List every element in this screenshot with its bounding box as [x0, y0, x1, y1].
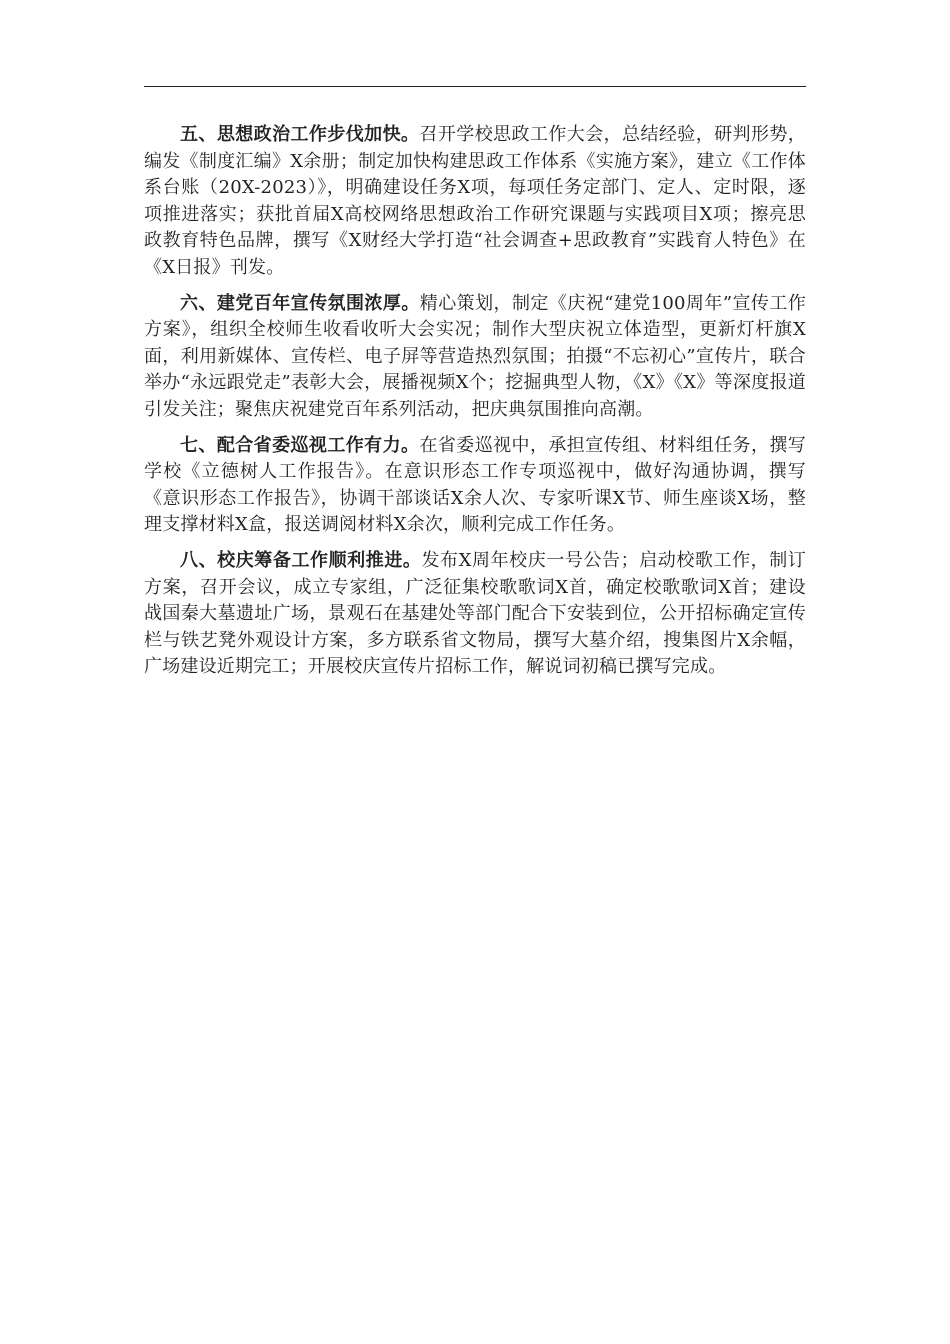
paragraph-5: [144, 122, 806, 282]
paragraph-8-heading: 八、校庆筹备工作顺利推进。: [180, 549, 422, 571]
document-body: [144, 122, 806, 690]
paragraph-6-heading: 六、建党百年宣传氛围浓厚。: [180, 292, 420, 314]
paragraph-5-heading: 五、思想政治工作步伐加快。: [180, 124, 420, 145]
paragraph-6-text: 精心策划，制定《庆祝“建党100周年”宣传工作方案》，组织全校师生收看收听大会实况；制作大型庆祝立体造型，更新灯杆旗X面，利用新媒体、宣传栏、电子屏等营造热烈氛围；拍摄“不忘初心”宣传片，联合举办“永远跟党走”表彰大会，展播视频X个；挖掘典型人物，《X》《X》等深度报道引发关注；聚焦庆祝建党百年系列活动，把庆典氛围推向高潮。: [144, 292, 806, 420]
paragraph-7: [144, 433, 806, 539]
paragraph-8-text: 发布X周年校庆一号公告；启动校歌工作，制订方案，召开会议，成立专家组，广泛征集校歌歌词X首，确定校歌歌词X首；建设战国秦大墓遗址广场，景观石在基建处等部门配合下安装到位，公开招标确定宣传栏与铁艺凳外观设计方案，多方联系省文物局，撰写大墓介绍，搜集图片X余幅，广场建设近期完工；开展校庆宣传片招标工作，解说词初稿已撰写完成。: [144, 549, 806, 678]
paragraph-6: [144, 291, 806, 424]
paragraph-5-text: 召开学校思政工作大会，总结经验，研判形势，编发《制度汇编》X余册；制定加快构建思政工作体系《实施方案》，建立《工作体系台账（20X-2023）》，明确建设任务X项，每项任务定部门、定人、定时限，逐项推进落实；获批首届X高校网络思想政治工作研究课题与实践项目X项；擦亮思政教育特色品牌，撰写《X财经大学打造“社会调查+思政教育”实践育人特色》在《X日报》刊发。: [144, 124, 806, 278]
header-rule: [144, 86, 806, 87]
paragraph-8: [144, 548, 806, 681]
paragraph-7-text: 在省委巡视中，承担宣传组、材料组任务，撰写学校《立德树人工作报告》。在意识形态工作专项巡视中，做好沟通协调，撰写《意识形态工作报告》，协调干部谈话X余人次、专家听课X节、师生座谈X场，整理支撑材料X盒，报送调阅材料X余次，顺利完成工作任务。: [144, 434, 806, 536]
paragraph-7-heading: 七、配合省委巡视工作有力。: [180, 434, 420, 456]
